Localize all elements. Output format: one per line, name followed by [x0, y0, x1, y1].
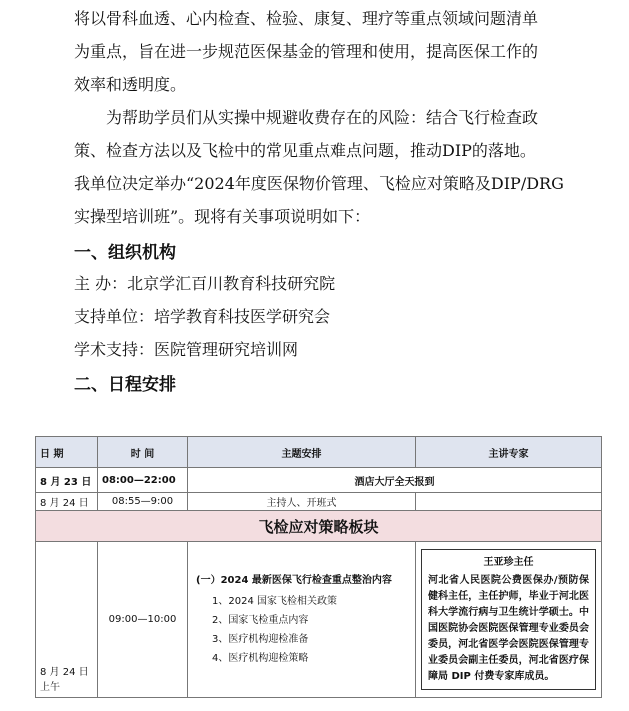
- header-speaker: 主讲专家: [416, 437, 602, 468]
- table-row: [36, 542, 602, 698]
- support-line: 支持单位：培学教育科技医学研究会: [74, 307, 331, 326]
- table-row: [36, 493, 602, 511]
- row2-time: 08:55—9:00: [98, 493, 188, 511]
- block-title: 飞检应对策略板块: [36, 511, 602, 542]
- session-speaker: [416, 542, 602, 698]
- speaker-bio: 河北省人民医院公费医保办/预防保健科主任，主任护师，毕业于河北医科大学流行病与卫生统计学硕士。中国医院协会医院医保管理专业委员会委员，河北省医学会医院医保管理专业委员会副主任委员，河北省医疗保障局 DIP 付费专家库成员。: [428, 575, 589, 682]
- session-topic: [188, 542, 416, 698]
- session-title: (一）2024 最新医保飞行检查重点整治内容: [196, 575, 392, 586]
- header-time: 时 间: [98, 437, 188, 468]
- paragraph-line-4: 为帮助学员们从实操中规避收费存在的风险：结合飞行检查政: [106, 108, 539, 127]
- section-heading-organization: 一、组织机构: [74, 243, 176, 263]
- speaker-name: 王亚珍主任: [483, 557, 534, 568]
- paragraph-line-1: 将以骨科血透、心内检查、检验、康复、理疗等重点领域问题清单: [74, 9, 539, 28]
- header-date: 日 期: [36, 437, 98, 468]
- session-date: 8 月 24 日 上午: [36, 542, 98, 698]
- session-item-4: 4、医疗机构迎检策略: [212, 653, 309, 664]
- table-row: [36, 468, 602, 493]
- paragraph-line-2: 为重点，旨在进一步规范医保基金的管理和使用，提高医保工作的: [74, 42, 539, 61]
- section-heading-schedule: 二、日程安排: [74, 375, 176, 395]
- table-header-row: [36, 437, 602, 468]
- organizer-line: 主 办：北京学汇百川教育科技研究院: [74, 274, 336, 293]
- session-time: 09:00—10:00: [98, 542, 188, 698]
- session-item-3: 3、医疗机构迎检准备: [212, 634, 309, 645]
- block-row: [36, 511, 602, 542]
- session-item-1: 1、2024 国家飞检相关政策: [212, 596, 337, 607]
- session-item-2: 2、国家飞检重点内容: [212, 615, 309, 626]
- academic-support-line: 学术支持：医院管理研究培训网: [74, 340, 299, 359]
- row1-date: 8 月 23 日: [36, 468, 98, 493]
- row2-speaker: [416, 493, 602, 511]
- speaker-box: [421, 549, 596, 690]
- row1-topic: 酒店大厅全天报到: [188, 468, 602, 493]
- paragraph-line-7: 实操型培训班”。现将有关事项说明如下：: [74, 207, 371, 226]
- header-topic: 主题安排: [188, 437, 416, 468]
- paragraph-line-6: 我单位决定举办“2024年度医保物价管理、飞检应对策略及DIP/DRG: [74, 174, 564, 193]
- schedule-table: [35, 436, 602, 698]
- row2-date: 8 月 24 日: [36, 493, 98, 511]
- paragraph-line-5: 策、检查方法以及飞检中的常见重点难点问题，推动DIP的落地。: [74, 141, 536, 160]
- row1-time: 08:00—22:00: [98, 468, 188, 493]
- paragraph-line-3: 效率和透明度。: [74, 75, 187, 94]
- row2-topic: 主持人、开班式: [188, 493, 416, 511]
